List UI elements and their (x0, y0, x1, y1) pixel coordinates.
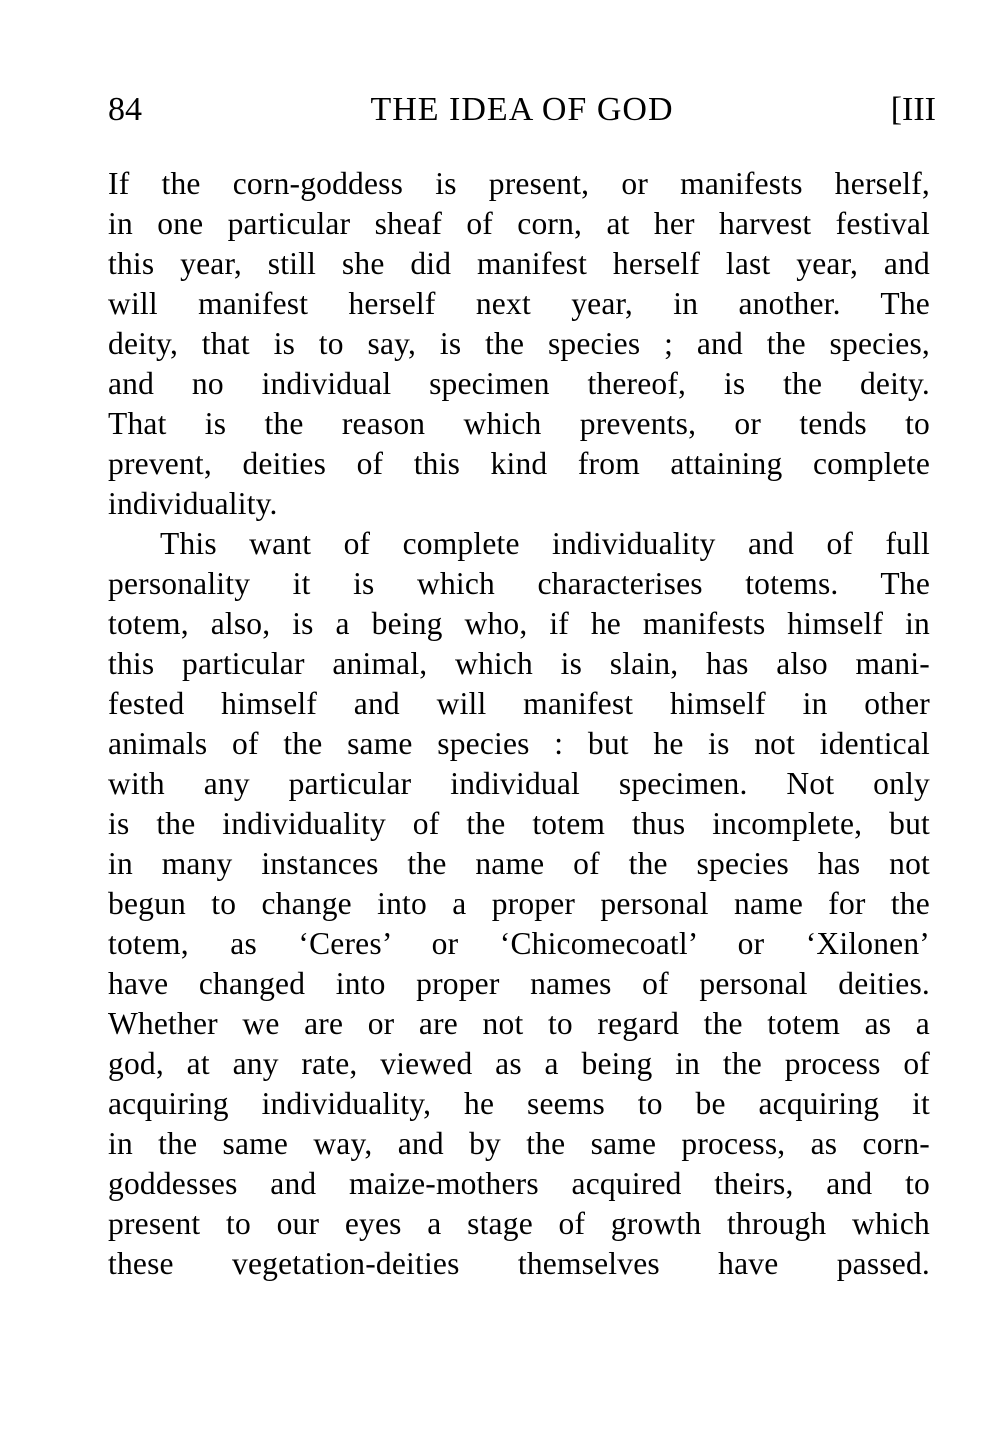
chapter-marker: [III (890, 91, 936, 128)
text-line: animals of the same species : but he is not identical (108, 726, 930, 761)
text-line: in the same way, and by the same process, as corn- (108, 1126, 930, 1161)
text-line: personality it is which characterises totems. The (108, 566, 930, 601)
text-line: begun to change into a proper personal name for the (108, 886, 930, 921)
text-line: have changed into proper names of personal deities. (108, 966, 930, 1001)
text-line: individuality. (108, 486, 278, 521)
text-line: This want of complete individuality and of full (160, 526, 930, 561)
running-title: THE IDEA OF GOD (370, 91, 674, 128)
text-line: this year, still she did manifest herself last year, and (108, 246, 930, 281)
text-line: in one particular sheaf of corn, at her harvest festival (108, 206, 930, 241)
text-line: and no individual specimen thereof, is the deity. (108, 366, 930, 401)
text-line: these vegetation-deities themselves have passed. (108, 1246, 930, 1281)
text-line: goddesses and maize-mothers acquired theirs, and to (108, 1166, 930, 1201)
text-line: That is the reason which prevents, or tends to (108, 406, 930, 441)
paragraph (108, 164, 930, 524)
text-line: god, at any rate, viewed as a being in the process of (108, 1046, 930, 1081)
text-line: fested himself and will manifest himself in other (108, 686, 930, 721)
body-text (108, 164, 930, 1284)
text-line: present to our eyes a stage of growth through which (108, 1206, 930, 1241)
paragraph (108, 524, 930, 1284)
text-line: in many instances the name of the species has not (108, 846, 930, 881)
text-line: will manifest herself next year, in another. The (108, 286, 930, 321)
text-line: totem, as ‘Ceres’ or ‘Chicomecoatl’ or ‘Xilonen’ (108, 926, 930, 961)
text-line: prevent, deities of this kind from attaining complete (108, 446, 930, 481)
text-line: If the corn-goddess is present, or manifests herself, (108, 166, 930, 201)
text-line: deity, that is to say, is the species ; and the species, (108, 326, 930, 361)
text-line: is the individuality of the totem thus incomplete, but (108, 806, 930, 841)
text-line: Whether we are or are not to regard the totem as a (108, 1006, 930, 1041)
text-line: totem, also, is a being who, if he manifests himself in (108, 606, 930, 641)
page-header (108, 88, 936, 132)
page-number: 84 (108, 91, 142, 128)
text-line: with any particular individual specimen. Not only (108, 766, 930, 801)
text-line: this particular animal, which is slain, has also mani- (108, 646, 930, 681)
text-line: acquiring individuality, he seems to be acquiring it (108, 1086, 930, 1121)
